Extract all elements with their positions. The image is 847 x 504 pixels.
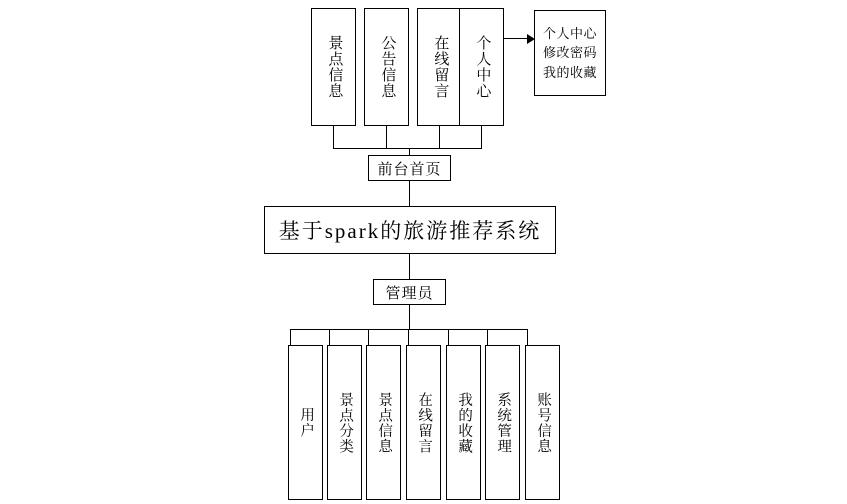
node-label: 公告信息	[379, 35, 396, 99]
node-front-announcement-info[interactable]	[364, 8, 409, 126]
node-label: 景点分类	[337, 391, 354, 454]
connector-front-child-1	[333, 126, 334, 148]
node-front-online-message[interactable]	[417, 8, 462, 126]
connector-front-child-2	[386, 126, 387, 148]
bus-front-children	[333, 148, 482, 149]
connector-title-to-admin	[409, 254, 410, 279]
node-label: 系统管理	[495, 391, 512, 454]
connector-front-child-4	[481, 126, 482, 148]
node-admin-user[interactable]	[288, 345, 323, 500]
node-personal-center-detail[interactable]	[534, 10, 606, 96]
node-admin-account-info[interactable]	[525, 345, 560, 500]
node-label: 个人中心	[474, 35, 491, 99]
node-label: 我的收藏	[456, 391, 473, 454]
node-admin-scenic-info[interactable]	[366, 345, 401, 500]
connector-admin-child-3	[368, 329, 369, 345]
node-label: 景点信息	[326, 35, 343, 99]
node-label: 在线留言	[416, 391, 433, 454]
node-admin-scenic-category[interactable]	[327, 345, 362, 500]
connector-admin-child-5	[448, 329, 449, 345]
connector-front-home-to-title	[409, 181, 410, 206]
connector-admin-child-2	[329, 329, 330, 345]
connector-admin-child-6	[487, 329, 488, 345]
node-system-title[interactable]	[264, 206, 556, 254]
connector-admin-child-1	[290, 329, 291, 345]
node-admin-online-message[interactable]	[406, 345, 441, 500]
node-front-home[interactable]	[368, 155, 451, 181]
connector-admin-child-4	[408, 329, 409, 345]
connector-front-child-3	[439, 126, 440, 148]
node-admin-my-favorites[interactable]	[446, 345, 481, 500]
node-label: 景点信息	[376, 391, 393, 454]
detail-line-2: 修改密码	[542, 45, 597, 61]
node-front-scenic-info[interactable]	[311, 8, 356, 126]
node-label: 在线留言	[432, 35, 449, 99]
detail-line-3: 我的收藏	[542, 64, 597, 80]
connector-admin-to-bus	[409, 305, 410, 329]
node-label: 前台首页	[377, 161, 442, 178]
node-label: 账号信息	[535, 391, 552, 454]
node-front-personal-center[interactable]	[459, 8, 504, 126]
system-title-label: 基于spark的旅游推荐系统	[278, 219, 542, 243]
node-admin-system-management[interactable]	[485, 345, 520, 500]
connector-bus-to-front-home	[409, 148, 410, 155]
node-label: 管理员	[385, 285, 434, 302]
detail-line-1: 个人中心	[542, 25, 597, 41]
node-admin[interactable]	[373, 279, 446, 305]
arrow-line-personal-center	[504, 38, 528, 39]
connector-admin-child-7	[527, 329, 528, 345]
node-label: 用户	[298, 407, 315, 438]
